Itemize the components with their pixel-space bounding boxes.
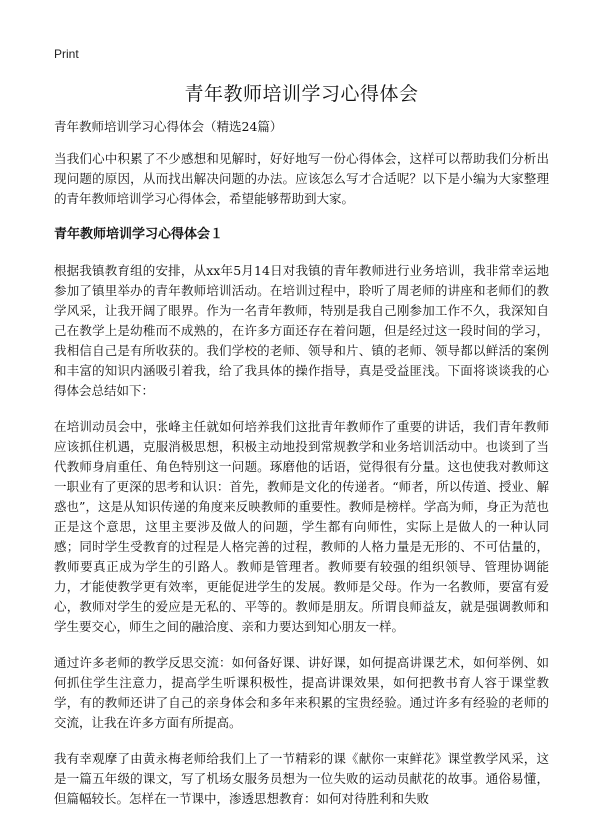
page-title: 青年教师培训学习心得体会 bbox=[184, 83, 419, 105]
print-link[interactable]: Print bbox=[54, 47, 79, 61]
document-body bbox=[54, 82, 549, 825]
body-paragraph-2: 在培训动员会中，张峰主任就如何培养我们这批青年教师作了重要的讲话，我们青年教师应该抓住机遇，克服消极思想，积极主动地投到常规教学和业务培训活动中。也谈到了当代教师身肩重任、角色特别这一问题。琢磨他的话语，觉得很有分量。这也使我对教师这一职业有了更深的思考和认识：首先，教师是文化的传递者。“师者，所以传道、授业、解惑也”，这是从知识传递的角度来反映教师的重要性。教师是榜样。学高为师，身正为范也正是这个意思，这里主要涉及做人的问题，学生都有向师性，实际上是做人的一种认同感；同时学生受教育的过程是人格完善的过程，教师的人格力量是无形的、不可估量的，教师要真正成为学生的引路人。教师是管理者。教师要有较强的组织领导、管理协调能力，才能使教学更有效率，更能促进学生的发展。教师是父母。作为一名教师，要富有爱心，教师对学生的爱应是无私的、平等的。教师是朋友。所谓良师益友，就是强调教师和学生要交心，师生之间的融洽度、亲和力要达到知心朋友一样。 bbox=[54, 419, 549, 634]
intro-paragraph: 当我们心中积累了不少感想和见解时，好好地写一份心得体会，这样可以帮助我们分析出现问题的原因，从而找出解决问题的办法。应该怎么写才合适呢？以下是小编为大家整理的青年教师培训学习心得体会，希望能够帮助到大家。 bbox=[54, 151, 549, 206]
body-paragraph-3: 通过许多老师的教学反思交流：如何备好课、讲好课，如何提高讲课艺术，如何举例、如何抓住学生注意力，提高学生听课积极性，提高讲课效果，如何把教书育人容于课堂教学，有的教师还讲了自己的亲身体会和多年来积累的宝贵经验。通过许多有经验的老师的交流，让我在许多方面有所提高。 bbox=[54, 655, 549, 730]
section-heading: 青年教师培训学习心得体会１ bbox=[54, 227, 224, 242]
body-paragraph-4: 我有幸观摩了由黄永梅老师给我们上了一节精彩的课《献你一束鲜花》课堂教学风采，这是一篇五年级的课文，写了机场女服务员想为一位失败的运动员献花的故事。通俗易懂，但篇幅较长。怎样在一节课中，渗透思想教育：如何对待胜利和失败 bbox=[54, 751, 549, 806]
body-paragraph-1: 根据我镇教育组的安排，从xx年5月14日对我镇的青年教师进行业务培训，我非常幸运地参加了镇里举办的青年教师培训活动。在培训过程中，聆听了周老师的讲座和老师们的教学风采，让我开阔了眼界。作为一名青年教师，特别是我自己刚参加工作不久，我深知自己在教学上是幼稚而不成熟的，在许多方面还存在着问题，但是经过这一段时间的学习，我相信自己是有所收获的。我们学校的老师、领导和片、镇的老师、领导都以鲜活的案例和丰富的知识内涵吸引着我，给了我具体的操作指导，真是受益匪浅。下面将谈谈我的心得体会总结如下： bbox=[54, 263, 549, 398]
document-subtitle: 青年教师培训学习心得体会（精选24篇） bbox=[54, 119, 283, 134]
